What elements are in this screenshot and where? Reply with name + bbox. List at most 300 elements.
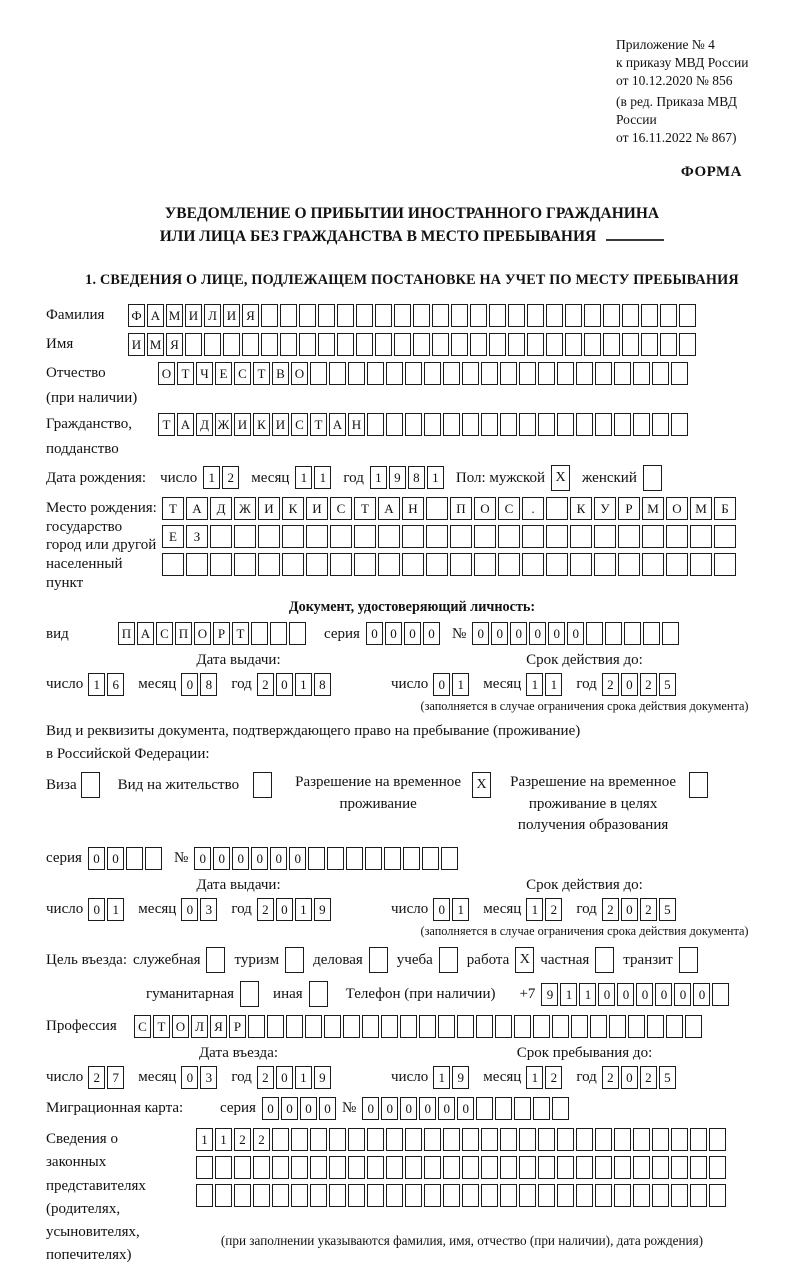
char-cell[interactable] <box>495 1015 512 1038</box>
char-cell[interactable] <box>519 1184 536 1207</box>
char-cell[interactable] <box>386 1184 403 1207</box>
char-cell[interactable]: П <box>118 622 135 645</box>
char-cell[interactable]: 0 <box>433 673 450 696</box>
patronymic-cells[interactable] <box>158 362 690 385</box>
phone-cells[interactable] <box>541 983 731 1006</box>
char-cell[interactable] <box>451 304 468 327</box>
char-cell[interactable] <box>641 333 658 356</box>
char-cell[interactable] <box>324 1015 341 1038</box>
char-cell[interactable]: 9 <box>541 983 558 1006</box>
char-cell[interactable] <box>400 1015 417 1038</box>
char-cell[interactable] <box>570 525 592 548</box>
char-cell[interactable] <box>552 1015 569 1038</box>
char-cell[interactable] <box>253 1156 270 1179</box>
char-cell[interactable] <box>500 1156 517 1179</box>
char-cell[interactable]: 0 <box>636 983 653 1006</box>
char-cell[interactable] <box>348 1128 365 1151</box>
char-cell[interactable] <box>337 333 354 356</box>
char-cell[interactable]: О <box>666 497 688 520</box>
char-cell[interactable] <box>310 1156 327 1179</box>
char-cell[interactable]: Т <box>177 362 194 385</box>
char-cell[interactable] <box>557 1184 574 1207</box>
char-cell[interactable] <box>318 333 335 356</box>
valid-month-cells[interactable] <box>526 673 564 696</box>
char-cell[interactable] <box>280 333 297 356</box>
char-cell[interactable] <box>609 1015 626 1038</box>
char-cell[interactable]: 0 <box>438 1097 455 1120</box>
char-cell[interactable] <box>413 333 430 356</box>
char-cell[interactable] <box>671 1128 688 1151</box>
char-cell[interactable] <box>282 553 304 576</box>
purpose-work-checkbox[interactable] <box>515 947 534 973</box>
char-cell[interactable]: 0 <box>419 1097 436 1120</box>
birth-month-cells[interactable] <box>295 466 333 489</box>
char-cell[interactable]: 0 <box>491 622 508 645</box>
char-cell[interactable]: О <box>172 1015 189 1038</box>
char-cell[interactable] <box>709 1184 726 1207</box>
char-cell[interactable]: С <box>156 622 173 645</box>
char-cell[interactable]: С <box>134 1015 151 1038</box>
char-cell[interactable]: 2 <box>545 898 562 921</box>
char-cell[interactable]: 9 <box>314 898 331 921</box>
char-cell[interactable] <box>605 622 622 645</box>
purpose-other-checkbox[interactable] <box>309 981 328 1007</box>
char-cell[interactable] <box>709 1156 726 1179</box>
res-valid-month-cells[interactable] <box>526 898 564 921</box>
char-cell[interactable]: В <box>272 362 289 385</box>
char-cell[interactable]: 1 <box>452 898 469 921</box>
stay-day-cells[interactable] <box>433 1066 471 1089</box>
char-cell[interactable]: 1 <box>196 1128 213 1151</box>
char-cell[interactable] <box>413 304 430 327</box>
char-cell[interactable] <box>439 947 458 973</box>
char-cell[interactable] <box>462 362 479 385</box>
char-cell[interactable] <box>438 1015 455 1038</box>
char-cell[interactable]: Т <box>158 413 175 436</box>
char-cell[interactable]: Ф <box>128 304 145 327</box>
char-cell[interactable] <box>306 525 328 548</box>
char-cell[interactable] <box>570 553 592 576</box>
char-cell[interactable]: 0 <box>300 1097 317 1120</box>
char-cell[interactable] <box>576 1128 593 1151</box>
char-cell[interactable] <box>223 333 240 356</box>
char-cell[interactable]: 2 <box>545 1066 562 1089</box>
char-cell[interactable] <box>426 525 448 548</box>
char-cell[interactable]: 0 <box>276 898 293 921</box>
char-cell[interactable]: И <box>128 333 145 356</box>
char-cell[interactable] <box>356 333 373 356</box>
char-cell[interactable] <box>291 1128 308 1151</box>
char-cell[interactable] <box>584 333 601 356</box>
char-cell[interactable]: 2 <box>88 1066 105 1089</box>
char-cell[interactable] <box>253 1184 270 1207</box>
char-cell[interactable] <box>327 847 344 870</box>
char-cell[interactable] <box>126 847 143 870</box>
char-cell[interactable]: 2 <box>640 1066 657 1089</box>
char-cell[interactable] <box>690 1156 707 1179</box>
char-cell[interactable]: 2 <box>640 673 657 696</box>
representatives-line1-cells[interactable] <box>196 1128 728 1151</box>
char-cell[interactable] <box>671 1156 688 1179</box>
char-cell[interactable] <box>709 1128 726 1151</box>
char-cell[interactable] <box>576 1184 593 1207</box>
char-cell[interactable]: С <box>330 497 352 520</box>
char-cell[interactable]: 8 <box>408 466 425 489</box>
char-cell[interactable] <box>527 333 544 356</box>
char-cell[interactable] <box>424 413 441 436</box>
char-cell[interactable] <box>671 362 688 385</box>
char-cell[interactable] <box>519 1156 536 1179</box>
char-cell[interactable] <box>595 413 612 436</box>
char-cell[interactable] <box>633 1184 650 1207</box>
char-cell[interactable] <box>280 304 297 327</box>
char-cell[interactable] <box>337 304 354 327</box>
char-cell[interactable] <box>196 1184 213 1207</box>
char-cell[interactable] <box>660 304 677 327</box>
char-cell[interactable]: 8 <box>200 673 217 696</box>
char-cell[interactable]: 5 <box>659 898 676 921</box>
char-cell[interactable] <box>671 1184 688 1207</box>
char-cell[interactable] <box>576 1156 593 1179</box>
char-cell[interactable]: 0 <box>548 622 565 645</box>
char-cell[interactable]: 0 <box>194 847 211 870</box>
char-cell[interactable] <box>343 1015 360 1038</box>
char-cell[interactable] <box>210 553 232 576</box>
char-cell[interactable] <box>590 1015 607 1038</box>
char-cell[interactable]: 2 <box>222 466 239 489</box>
char-cell[interactable] <box>666 553 688 576</box>
char-cell[interactable] <box>346 847 363 870</box>
char-cell[interactable] <box>253 772 272 798</box>
char-cell[interactable] <box>215 1156 232 1179</box>
char-cell[interactable]: 2 <box>602 673 619 696</box>
char-cell[interactable] <box>381 1015 398 1038</box>
char-cell[interactable] <box>533 1097 550 1120</box>
char-cell[interactable] <box>365 847 382 870</box>
purpose-business-checkbox[interactable] <box>369 947 388 973</box>
char-cell[interactable] <box>618 553 640 576</box>
char-cell[interactable] <box>546 333 563 356</box>
char-cell[interactable] <box>369 947 388 973</box>
char-cell[interactable] <box>594 553 616 576</box>
char-cell[interactable] <box>500 362 517 385</box>
issue-day-cells[interactable] <box>88 673 126 696</box>
char-cell[interactable] <box>714 525 736 548</box>
char-cell[interactable] <box>402 553 424 576</box>
char-cell[interactable] <box>367 362 384 385</box>
char-cell[interactable]: 1 <box>526 673 543 696</box>
char-cell[interactable]: 0 <box>181 673 198 696</box>
char-cell[interactable]: И <box>272 413 289 436</box>
char-cell[interactable] <box>282 525 304 548</box>
char-cell[interactable]: Р <box>213 622 230 645</box>
char-cell[interactable] <box>386 1128 403 1151</box>
char-cell[interactable]: 2 <box>602 1066 619 1089</box>
representatives-line3-cells[interactable] <box>196 1184 728 1207</box>
char-cell[interactable] <box>403 847 420 870</box>
char-cell[interactable] <box>318 304 335 327</box>
char-cell[interactable] <box>470 333 487 356</box>
char-cell[interactable]: X <box>472 772 491 798</box>
char-cell[interactable] <box>354 525 376 548</box>
char-cell[interactable] <box>576 413 593 436</box>
char-cell[interactable]: О <box>291 362 308 385</box>
char-cell[interactable] <box>424 362 441 385</box>
doc-number-cells[interactable] <box>472 622 681 645</box>
char-cell[interactable] <box>185 333 202 356</box>
char-cell[interactable] <box>234 553 256 576</box>
char-cell[interactable] <box>481 362 498 385</box>
char-cell[interactable]: Ч <box>196 362 213 385</box>
char-cell[interactable]: 1 <box>295 1066 312 1089</box>
char-cell[interactable] <box>375 304 392 327</box>
char-cell[interactable]: 0 <box>88 847 105 870</box>
purpose-official-checkbox[interactable] <box>206 947 225 973</box>
char-cell[interactable] <box>546 553 568 576</box>
char-cell[interactable]: Р <box>229 1015 246 1038</box>
char-cell[interactable]: И <box>223 304 240 327</box>
char-cell[interactable] <box>306 553 328 576</box>
entry-year-cells[interactable] <box>257 1066 333 1089</box>
char-cell[interactable] <box>498 553 520 576</box>
char-cell[interactable] <box>481 1128 498 1151</box>
char-cell[interactable] <box>481 1156 498 1179</box>
char-cell[interactable] <box>367 413 384 436</box>
char-cell[interactable]: А <box>177 413 194 436</box>
char-cell[interactable] <box>386 413 403 436</box>
char-cell[interactable] <box>422 847 439 870</box>
char-cell[interactable]: О <box>194 622 211 645</box>
char-cell[interactable] <box>451 333 468 356</box>
char-cell[interactable] <box>538 1128 555 1151</box>
char-cell[interactable] <box>690 553 712 576</box>
char-cell[interactable] <box>310 362 327 385</box>
char-cell[interactable]: 0 <box>281 1097 298 1120</box>
char-cell[interactable] <box>443 413 460 436</box>
birthplace-line2-cells[interactable] <box>162 525 738 548</box>
birthplace-line3-cells[interactable] <box>162 553 738 576</box>
char-cell[interactable]: 0 <box>319 1097 336 1120</box>
char-cell[interactable] <box>384 847 401 870</box>
char-cell[interactable] <box>310 1128 327 1151</box>
residence-permit-checkbox[interactable] <box>253 772 272 798</box>
char-cell[interactable] <box>633 1156 650 1179</box>
char-cell[interactable] <box>557 1128 574 1151</box>
char-cell[interactable] <box>614 413 631 436</box>
char-cell[interactable] <box>546 497 568 520</box>
char-cell[interactable] <box>546 304 563 327</box>
purpose-transit-checkbox[interactable] <box>679 947 698 973</box>
char-cell[interactable] <box>595 362 612 385</box>
char-cell[interactable] <box>603 304 620 327</box>
char-cell[interactable] <box>586 622 603 645</box>
char-cell[interactable] <box>679 947 698 973</box>
char-cell[interactable] <box>565 333 582 356</box>
char-cell[interactable] <box>470 304 487 327</box>
char-cell[interactable]: Я <box>166 333 183 356</box>
char-cell[interactable] <box>367 1184 384 1207</box>
char-cell[interactable]: Т <box>162 497 184 520</box>
char-cell[interactable] <box>286 1015 303 1038</box>
char-cell[interactable] <box>462 413 479 436</box>
char-cell[interactable] <box>426 497 448 520</box>
char-cell[interactable] <box>642 553 664 576</box>
char-cell[interactable]: 1 <box>560 983 577 1006</box>
char-cell[interactable] <box>476 1015 493 1038</box>
char-cell[interactable]: 2 <box>602 898 619 921</box>
char-cell[interactable]: 7 <box>107 1066 124 1089</box>
purpose-private-checkbox[interactable] <box>595 947 614 973</box>
char-cell[interactable] <box>240 981 259 1007</box>
char-cell[interactable] <box>386 1156 403 1179</box>
char-cell[interactable] <box>500 413 517 436</box>
res-issue-month-cells[interactable] <box>181 898 219 921</box>
char-cell[interactable]: А <box>137 622 154 645</box>
char-cell[interactable] <box>424 1128 441 1151</box>
char-cell[interactable]: 0 <box>276 1066 293 1089</box>
char-cell[interactable] <box>462 1156 479 1179</box>
doc-series-cells[interactable] <box>366 622 442 645</box>
char-cell[interactable] <box>474 553 496 576</box>
profession-cells[interactable] <box>134 1015 704 1038</box>
char-cell[interactable]: 1 <box>526 898 543 921</box>
char-cell[interactable] <box>652 1128 669 1151</box>
char-cell[interactable]: Т <box>232 622 249 645</box>
char-cell[interactable]: 0 <box>362 1097 379 1120</box>
char-cell[interactable]: 9 <box>452 1066 469 1089</box>
char-cell[interactable] <box>405 1156 422 1179</box>
char-cell[interactable] <box>299 333 316 356</box>
char-cell[interactable]: 0 <box>88 898 105 921</box>
char-cell[interactable]: Я <box>242 304 259 327</box>
char-cell[interactable] <box>546 525 568 548</box>
char-cell[interactable] <box>643 465 662 491</box>
char-cell[interactable] <box>329 1156 346 1179</box>
char-cell[interactable] <box>641 304 658 327</box>
char-cell[interactable] <box>405 413 422 436</box>
char-cell[interactable] <box>424 1184 441 1207</box>
char-cell[interactable]: П <box>175 622 192 645</box>
char-cell[interactable]: Я <box>210 1015 227 1038</box>
char-cell[interactable]: К <box>282 497 304 520</box>
char-cell[interactable] <box>666 1015 683 1038</box>
char-cell[interactable] <box>367 1128 384 1151</box>
char-cell[interactable] <box>462 1128 479 1151</box>
char-cell[interactable] <box>234 525 256 548</box>
mc-series-cells[interactable] <box>262 1097 338 1120</box>
char-cell[interactable] <box>622 304 639 327</box>
char-cell[interactable]: Ж <box>215 413 232 436</box>
char-cell[interactable]: 2 <box>257 1066 274 1089</box>
char-cell[interactable] <box>462 1184 479 1207</box>
char-cell[interactable] <box>405 1128 422 1151</box>
char-cell[interactable]: А <box>147 304 164 327</box>
char-cell[interactable]: О <box>158 362 175 385</box>
char-cell[interactable] <box>272 1156 289 1179</box>
temp-residence-edu-checkbox[interactable] <box>689 772 708 798</box>
char-cell[interactable] <box>378 525 400 548</box>
char-cell[interactable] <box>330 525 352 548</box>
char-cell[interactable]: 1 <box>314 466 331 489</box>
char-cell[interactable] <box>234 1184 251 1207</box>
char-cell[interactable]: 1 <box>215 1128 232 1151</box>
char-cell[interactable]: М <box>690 497 712 520</box>
surname-cells[interactable] <box>128 304 698 327</box>
char-cell[interactable]: Н <box>348 413 365 436</box>
char-cell[interactable]: Д <box>196 413 213 436</box>
char-cell[interactable]: 0 <box>181 1066 198 1089</box>
char-cell[interactable] <box>527 304 544 327</box>
char-cell[interactable] <box>519 413 536 436</box>
char-cell[interactable] <box>481 1184 498 1207</box>
char-cell[interactable] <box>356 304 373 327</box>
char-cell[interactable]: X <box>551 465 570 491</box>
char-cell[interactable] <box>308 847 325 870</box>
char-cell[interactable] <box>679 304 696 327</box>
char-cell[interactable] <box>614 1128 631 1151</box>
char-cell[interactable]: 0 <box>385 622 402 645</box>
char-cell[interactable]: 0 <box>400 1097 417 1120</box>
char-cell[interactable] <box>514 1015 531 1038</box>
char-cell[interactable]: С <box>498 497 520 520</box>
char-cell[interactable]: 2 <box>234 1128 251 1151</box>
char-cell[interactable]: 1 <box>526 1066 543 1089</box>
char-cell[interactable]: А <box>186 497 208 520</box>
char-cell[interactable]: 1 <box>370 466 387 489</box>
char-cell[interactable] <box>538 413 555 436</box>
char-cell[interactable] <box>557 362 574 385</box>
char-cell[interactable]: 1 <box>107 898 124 921</box>
char-cell[interactable]: И <box>306 497 328 520</box>
char-cell[interactable] <box>354 553 376 576</box>
char-cell[interactable] <box>206 947 225 973</box>
char-cell[interactable]: К <box>570 497 592 520</box>
char-cell[interactable]: М <box>147 333 164 356</box>
char-cell[interactable] <box>394 333 411 356</box>
char-cell[interactable] <box>474 525 496 548</box>
char-cell[interactable] <box>495 1097 512 1120</box>
char-cell[interactable]: 0 <box>472 622 489 645</box>
char-cell[interactable]: П <box>450 497 472 520</box>
char-cell[interactable] <box>618 525 640 548</box>
char-cell[interactable]: Н <box>402 497 424 520</box>
char-cell[interactable]: Е <box>215 362 232 385</box>
char-cell[interactable]: Ж <box>234 497 256 520</box>
char-cell[interactable]: 9 <box>389 466 406 489</box>
char-cell[interactable]: С <box>291 413 308 436</box>
char-cell[interactable] <box>671 413 688 436</box>
visa-checkbox[interactable] <box>81 772 100 798</box>
char-cell[interactable] <box>443 1156 460 1179</box>
char-cell[interactable] <box>614 362 631 385</box>
char-cell[interactable] <box>642 525 664 548</box>
char-cell[interactable] <box>519 1128 536 1151</box>
char-cell[interactable]: 0 <box>423 622 440 645</box>
char-cell[interactable]: . <box>522 497 544 520</box>
char-cell[interactable] <box>394 304 411 327</box>
char-cell[interactable]: 1 <box>295 466 312 489</box>
char-cell[interactable]: А <box>378 497 400 520</box>
char-cell[interactable] <box>514 1097 531 1120</box>
char-cell[interactable]: 1 <box>452 673 469 696</box>
char-cell[interactable]: У <box>594 497 616 520</box>
char-cell[interactable]: 0 <box>621 673 638 696</box>
char-cell[interactable] <box>162 553 184 576</box>
char-cell[interactable] <box>498 525 520 548</box>
char-cell[interactable]: 1 <box>427 466 444 489</box>
char-cell[interactable]: 1 <box>295 673 312 696</box>
char-cell[interactable] <box>329 1184 346 1207</box>
